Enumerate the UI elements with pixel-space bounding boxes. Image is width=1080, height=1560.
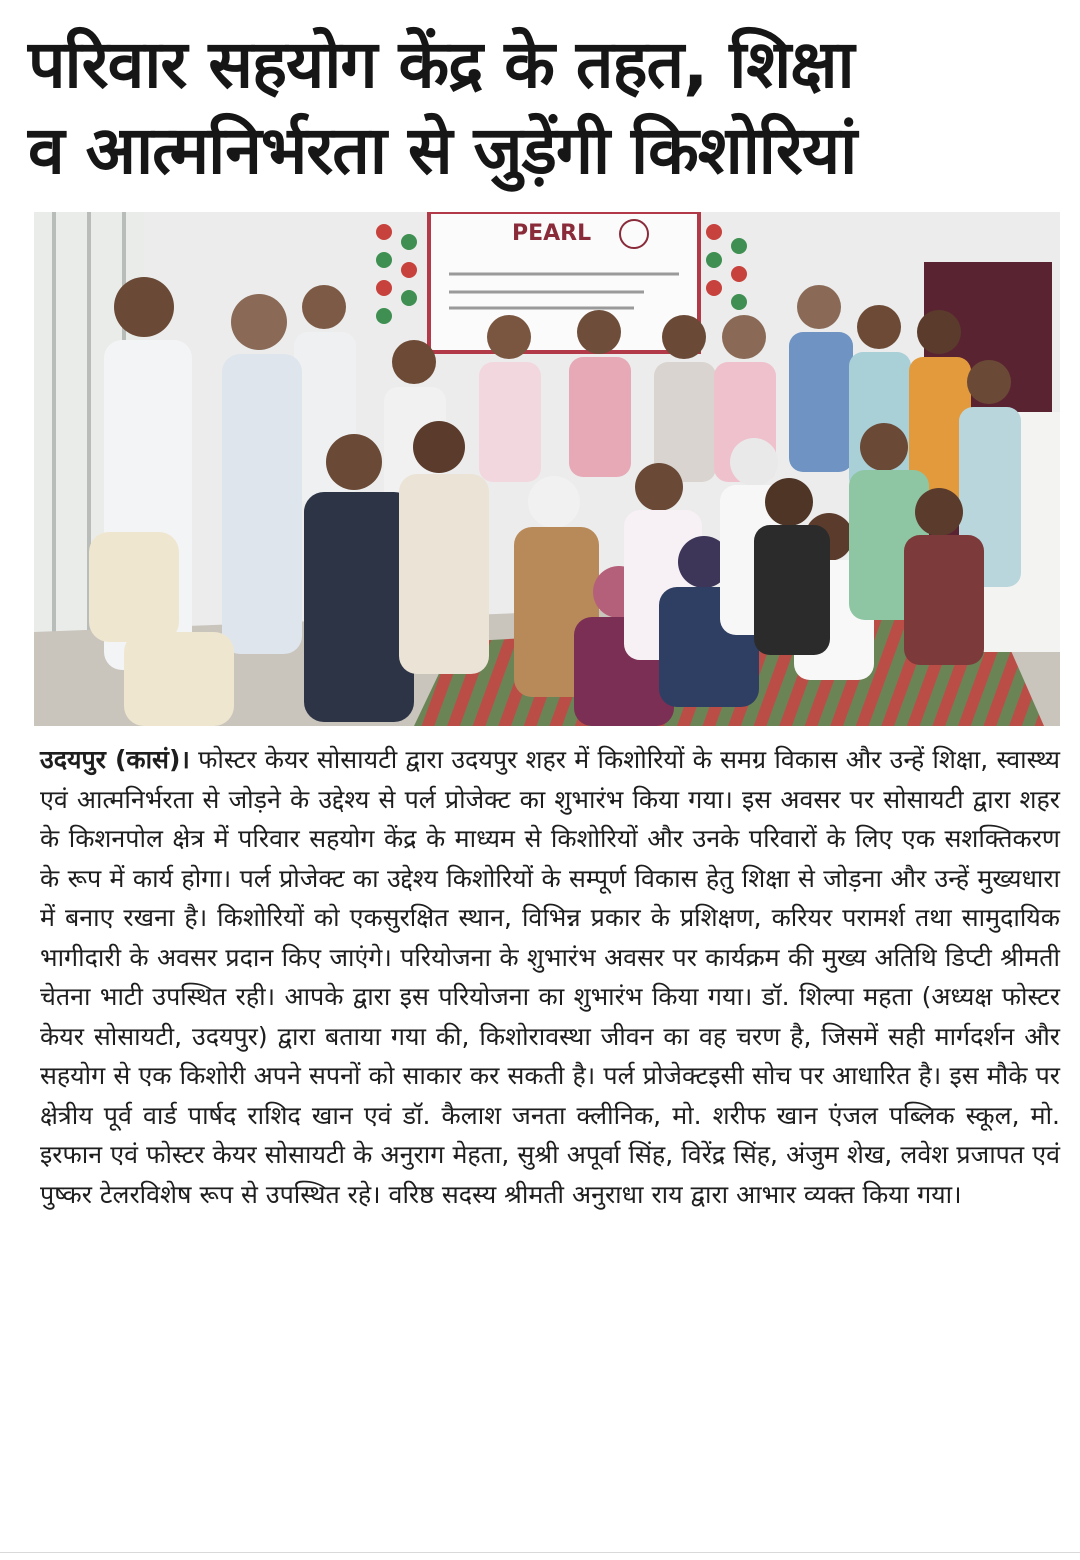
group-photo	[34, 212, 1060, 726]
article-body	[40, 740, 1060, 1214]
headline-line-2: व आत्मनिर्भरता से जुड़ेंगी किशोरियां	[28, 112, 857, 189]
article-dateline: उदयपुर (कासं)।	[40, 745, 190, 774]
article-text: फोस्टर केयर सोसायटी द्वारा उदयपुर शहर में किशोरियों के समग्र विकास और उन्हें शिक्षा, स्वास्थ्य एवं आत्मनिर्भरता से जोड़ने के उद्देश्य से पर्ल प्रोजेक्ट का शुभारंभ किया गया। इस अवसर पर सोसायटी द्वारा शहर के किशनपोल क्षेत्र में परिवार सहयोग केंद्र के माध्यम से किशोरियों और उनके परिवारों के लिए एक सशक्तिकरण के रूप में कार्य होगा। पर्ल प्रोजेक्ट का उद्देश्य किशोरियों के सम्पूर्ण विकास हेतु शिक्षा से जोड़ना और उन्हें मुख्यधारा में बनाए रखना है। किशोरियों को एकसुरक्षित स्थान, विभिन्न प्रकार के प्रशिक्षण, करियर परामर्श तथा सामुदायिक भागीदारी के अवसर प्रदान किए जाएंगे। परियोजना के शुभारंभ अवसर पर कार्यक्रम की मुख्य अतिथि डिप्टी श्रीमती चेतना भाटी उपस्थित रही। आपके द्वारा इस परियोजना का शुभारंभ किया गया। डॉ. शिल्पा महता (अध्यक्ष फोस्टर केयर सोसायटी, उदयपुर) द्वारा बताया गया की, किशोरावस्था जीवन का वह चरण है, जिसमें सही मार्गदर्शन और सहयोग से एक किशोरी अपने सपनों को साकार कर सकती है। पर्ल प्रोजेक्टइसी सोच पर आधारित है। इस मौके पर क्षेत्रीय पूर्व वार्ड पार्षद राशिद खान एवं डॉ. कैलाश जनता क्लीनिक, मो. शरीफ खान एंजल पब्लिक स्कूल, मो. इरफान एवं फोस्टर केयर सोसायटी के अनुराग मेहता, सुश्री अपूर्वा सिंह, विरेंद्र सिंह, अंजुम शेख, लवेश प्रजापत एवं पुष्कर टेलरविशेष रूप से उपस्थित रहे। वरिष्ठ सदस्य श्रीमती अनुराधा राय द्वारा आभार व्यक्त किया गया।	[40, 745, 1060, 1209]
headline-line-1: परिवार सहयोग केंद्र के तहत, शिक्षा	[28, 26, 854, 103]
bottom-divider	[0, 1552, 1080, 1553]
headline	[28, 22, 1058, 194]
banner-brand-text: PEARL	[512, 221, 592, 246]
